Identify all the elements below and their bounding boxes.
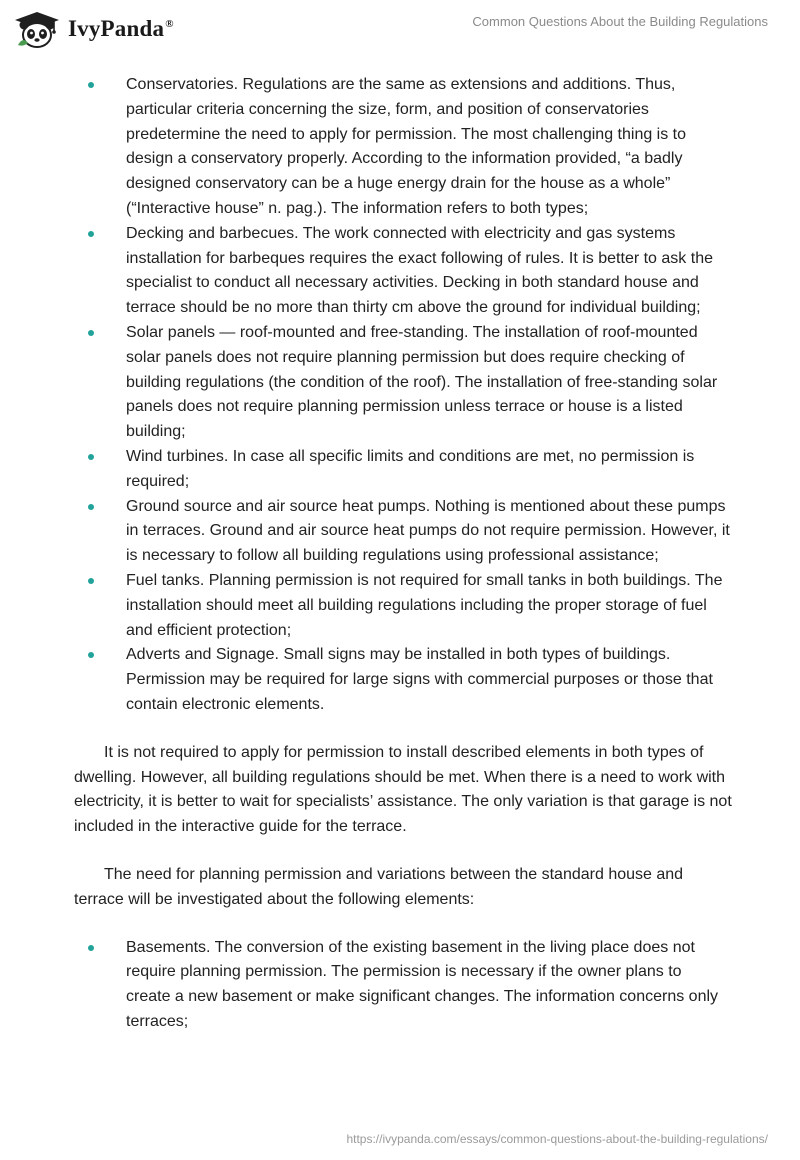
registered-mark: ® xyxy=(165,18,174,30)
list-item xyxy=(0,73,800,222)
bullet-dot-icon xyxy=(88,578,94,584)
list-item-text: Adverts and Signage. Small signs may be installed in both types of buildings. Permission may be required for large signs with commercial purposes or those that contain electronic elements. xyxy=(126,646,713,713)
list-item xyxy=(0,445,800,495)
essay-content xyxy=(0,73,800,1035)
list-item-text: Conservatories. Regulations are the same as extensions and additions. Thus, particular criteria concerning the size, form, and position of conservatories predetermine the need to apply for permission. The most challenging thing is to design a conservatory properly. According to the information provided, “a badly designed conservatory can be a huge energy drain for the house as a whole” (“Interactive house” n. pag.). The information refers to both types; xyxy=(126,76,687,217)
list-item-text: Ground source and air source heat pumps. Nothing is mentioned about these pumps in terraces. Ground and air source heat pumps do not require permission. However, it is necessary to follow all building regulations using professional assistance; xyxy=(126,497,730,565)
list-item xyxy=(0,643,800,717)
page-header xyxy=(0,0,800,60)
bullet-dot-icon xyxy=(88,945,94,951)
document-title: Common Questions About the Building Regulations xyxy=(472,14,768,29)
list-item-text: Solar panels — roof-mounted and free-standing. The installation of roof-mounted solar panels does not require planning permission but does require checking of building regulations (the condition of the roof). The installation of free-standing solar panels does not require planning permission unless terrace or house is a listed building; xyxy=(126,323,718,441)
body-paragraph: It is not required to apply for permission to install described elements in both types of dwelling. However, all building regulations should be met. When there is a need to work with electricity, it is better to wait for specialists’ assistance. The only variation is that garage is not included in the interactive guide for the terrace. xyxy=(74,743,732,836)
list-item xyxy=(0,936,800,1035)
list-item xyxy=(0,495,800,569)
bullet-dot-icon xyxy=(88,231,94,237)
bullet-list-items xyxy=(0,73,800,718)
list-item-text: Fuel tanks. Planning permission is not required for small tanks in both buildings. The installation should meet all building regulations including the proper storage of fuel and efficient protection; xyxy=(126,571,723,639)
list-item-text: Basements. The conversion of the existing basement in the living place does not require planning permission. The permission is necessary if the owner plans to create a new basement or make significant changes. The information concerns only terraces; xyxy=(126,938,719,1030)
panda-graduate-icon xyxy=(14,9,62,49)
bullet-list-elements xyxy=(0,936,800,1035)
ivypanda-logo[interactable] xyxy=(14,9,174,49)
list-item xyxy=(0,222,800,321)
bullet-dot-icon xyxy=(88,504,94,510)
list-item-text: Wind turbines. In case all specific limits and conditions are met, no permission is required; xyxy=(126,447,695,490)
brand-name: IvyPanda® xyxy=(68,16,174,41)
body-paragraph: The need for planning permission and variations between the standard house and terrace will be investigated about the following elements: xyxy=(74,865,684,908)
bullet-dot-icon xyxy=(88,82,94,88)
list-item xyxy=(0,569,800,643)
source-url[interactable]: https://ivypanda.com/essays/common-questions-about-the-building-regulations/ xyxy=(346,1132,768,1146)
list-item-text: Decking and barbecues. The work connected with electricity and gas systems installation for barbeques requires the exact following of rules. It is better to ask the specialist to conduct all necessary activities. Decking in both standard house and terrace should be no more than thirty cm above the ground for individual building; xyxy=(126,224,713,317)
list-item xyxy=(0,321,800,445)
bullet-dot-icon xyxy=(88,652,94,658)
bullet-dot-icon xyxy=(88,330,94,336)
bullet-dot-icon xyxy=(88,454,94,460)
